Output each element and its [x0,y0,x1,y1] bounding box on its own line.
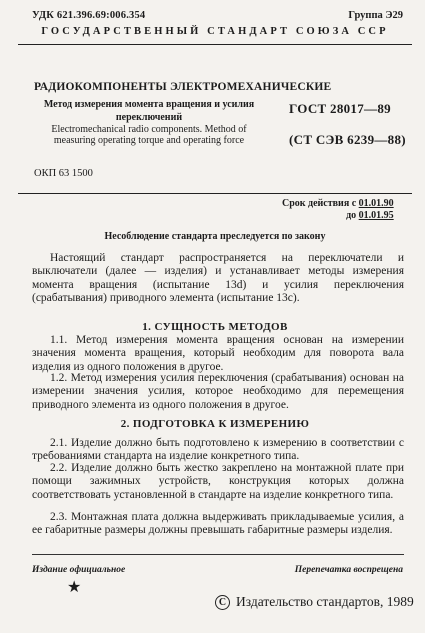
star-icon: ★ [67,579,82,596]
gost-number: ГОСТ 28017—89 [289,101,391,116]
copyright-line [215,594,414,610]
okp-code: ОКП 63 1500 [34,168,93,179]
validity-period [282,198,394,222]
validity-from-label: Срок действия с [282,198,357,209]
section-1-heading: 1. СУЩНОСТЬ МЕТОДОВ [142,321,288,333]
english-title: Electromechanical radio components. Method of measuring operating torque and operating force [51,124,247,146]
udk-code: УДК 621.396.69:006.354 [32,10,146,21]
validity-to-label: до [346,210,357,221]
paragraph-1-1: 1.1. Метод измерения момента вращения основан на измерении значения момента вращения, который необходим для поворота вала изделия из одного положения в другое. [32,334,404,373]
st-sev-number: (СТ СЭВ 6239—88) [289,132,406,147]
paragraph-2-1: 2.1. Изделие должно быть подготовлено к измерению в соответствии с требованиями стандарта на изделие конкретного типа. [32,437,404,463]
standard-org-heading: ГОСУДАРСТВЕННЫЙ СТАНДАРТ СОЮЗА ССР [41,26,389,37]
header-divider [18,44,412,45]
footer-divider [32,554,404,555]
legal-notice: Несоблюдение стандарта преследуется по закону [104,231,326,242]
title-divider [18,193,412,194]
copyright-text: Издательство стандартов, 1989 [236,594,414,609]
paragraph-1-2: 1.2. Метод измерения усилия переключения (срабатывания) основан на измерении значения усилия, которое необходимо для перемещения приводного элемента из одного положения в другое. [32,372,404,411]
paragraph-2-2: 2.2. Изделие должно быть жестко закреплено на монтажной плате при помощи зажимных устройств, конструкция которых должна соответствовать установленной в стандарте на изделие конкретного типа. [32,462,404,501]
intro-paragraph: Настоящий стандарт распространяется на переключатели и выключатели (далее — изделия) и устанавливает методы измерения момента вращения (испытание 13d) и усилия переключения (срабатывания) приводного элемента (испытание 13c). [32,252,404,304]
validity-from-date: 01.01.90 [358,198,394,209]
official-edition-label: Издание официальное [32,565,126,575]
document-title: РАДИОКОМПОНЕНТЫ ЭЛЕКТРОМЕХАНИЧЕСКИЕ [34,81,332,93]
document-subtitle: Метод измерения момента вращения и усилия переключений [43,99,255,123]
group-code: Группа Э29 [348,10,403,21]
paragraph-2-3: 2.3. Монтажная плата должна выдерживать прикладываемые усилия, а ее габаритные размеры должны превышать габаритные размеры изделия. [32,511,404,537]
copyright-icon: C [215,595,230,610]
section-2-heading: 2. ПОДГОТОВКА К ИЗМЕРЕНИЮ [120,418,310,430]
reprint-prohibited-label: Перепечатка воспрещена [294,565,403,575]
validity-to-date: 01.01.95 [358,210,394,221]
